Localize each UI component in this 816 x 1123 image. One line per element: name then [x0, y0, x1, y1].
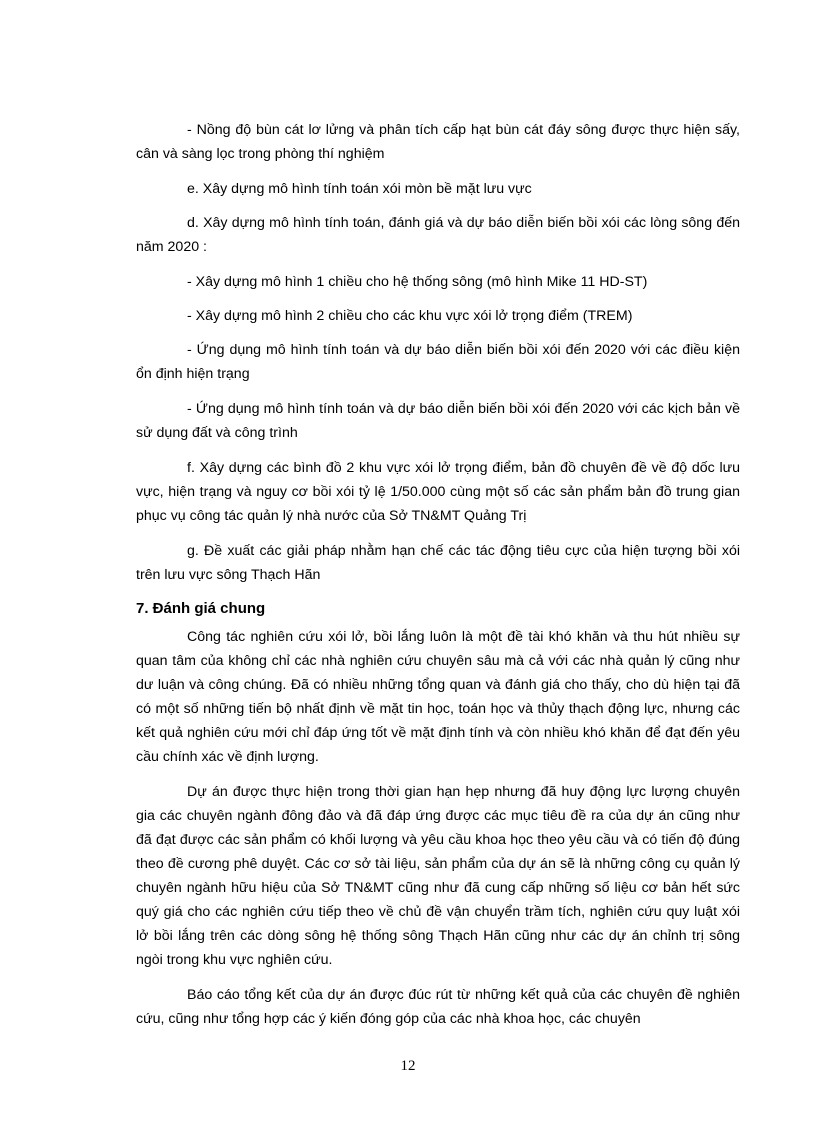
body-paragraph: - Xây dựng mô hình 1 chiều cho hệ thống sông (mô hình Mike 11 HD-ST): [187, 274, 648, 290]
body-paragraph: Báo cáo tổng kết của dự án được đúc rút từ những kết quả của các chuyên đề nghiên cứu, cũng như tổng hợp các ý kiến đóng góp của các nhà khoa học, các chuyên: [136, 987, 740, 1027]
body-paragraph: - Ứng dụng mô hình tính toán và dự báo diễn biến bồi xói đến 2020 với các kịch bản về sử dụng đất và công trình: [136, 401, 740, 441]
document-page: [136, 118, 740, 1042]
body-paragraph: d. Xây dựng mô hình tính toán, đánh giá và dự báo diễn biến bồi xói các lòng sông đến năm 2020 :: [136, 215, 740, 255]
body-paragraph: Dự án được thực hiện trong thời gian hạn hẹp nhưng đã huy động lực lượng chuyên gia các chuyên ngành đông đảo và đã đáp ứng được các mục tiêu đề ra của dự án cũng như đã đạt được các sản phẩm có khối lượng và yêu cầu khoa học theo yêu cầu và có tiến độ đúng theo đề cương phê duyệt. Các cơ sở tài liệu, sản phẩm của dự án sẽ là những công cụ quản lý chuyên ngành hữu hiệu của Sở TN&MT cũng như đã cung cấp những số liệu cơ bản hết sức quý giá cho các nghiên cứu tiếp theo về chủ đề vận chuyển trầm tích, nghiên cứu quy luật xói lở bồi lắng trên các dòng sông hệ thống sông Thạch Hãn cũng như các dự án chỉnh trị sông ngòi trong khu vực nghiên cứu.: [136, 784, 740, 968]
body-paragraph: e. Xây dựng mô hình tính toán xói mòn bề mặt lưu vực: [187, 181, 532, 197]
body-paragraph: - Xây dựng mô hình 2 chiều cho các khu vực xói lở trọng điểm (TREM): [187, 308, 633, 324]
page-number: 12: [400, 1058, 416, 1074]
body-paragraph: g. Đề xuất các giải pháp nhằm hạn chế các tác động tiêu cực của hiện tượng bồi xói trên lưu vực sông Thạch Hãn: [136, 543, 740, 583]
body-paragraph: Công tác nghiên cứu xói lở, bồi lắng luôn là một đề tài khó khăn và thu hút nhiều sự quan tâm của không chỉ các nhà nghiên cứu chuyên sâu mà cả với các nhà quản lý cũng như dư luận và công chúng. Đã có nhiều những tổng quan và đánh giá cho thấy, cho dù hiện tại đã có một số những tiến bộ nhất định về mặt tin học, toán học và thủy thạch động lực, nhưng các kết quả nghiên cứu mới chỉ đáp ứng tốt về mặt định tính và còn nhiều khó khăn để đạt đến yêu cầu chính xác về định lượng.: [136, 629, 740, 765]
body-paragraph: f. Xây dựng các bình đồ 2 khu vực xói lở trọng điểm, bản đồ chuyên đề về độ dốc lưu vực, hiện trạng và nguy cơ bồi xói tỷ lệ 1/50.000 cùng một số các sản phẩm bản đồ trung gian phục vụ công tác quản lý nhà nước của Sở TN&MT Quảng Trị: [136, 460, 740, 524]
section-heading: 7. Đánh giá chung: [136, 600, 266, 617]
body-paragraph: - Ứng dụng mô hình tính toán và dự báo diễn biến bồi xói đến 2020 với các điều kiện ổn định hiện trạng: [136, 342, 740, 382]
body-paragraph: - Nồng độ bùn cát lơ lửng và phân tích cấp hạt bùn cát đáy sông được thực hiện sấy, cân và sàng lọc trong phòng thí nghiệm: [136, 122, 740, 162]
